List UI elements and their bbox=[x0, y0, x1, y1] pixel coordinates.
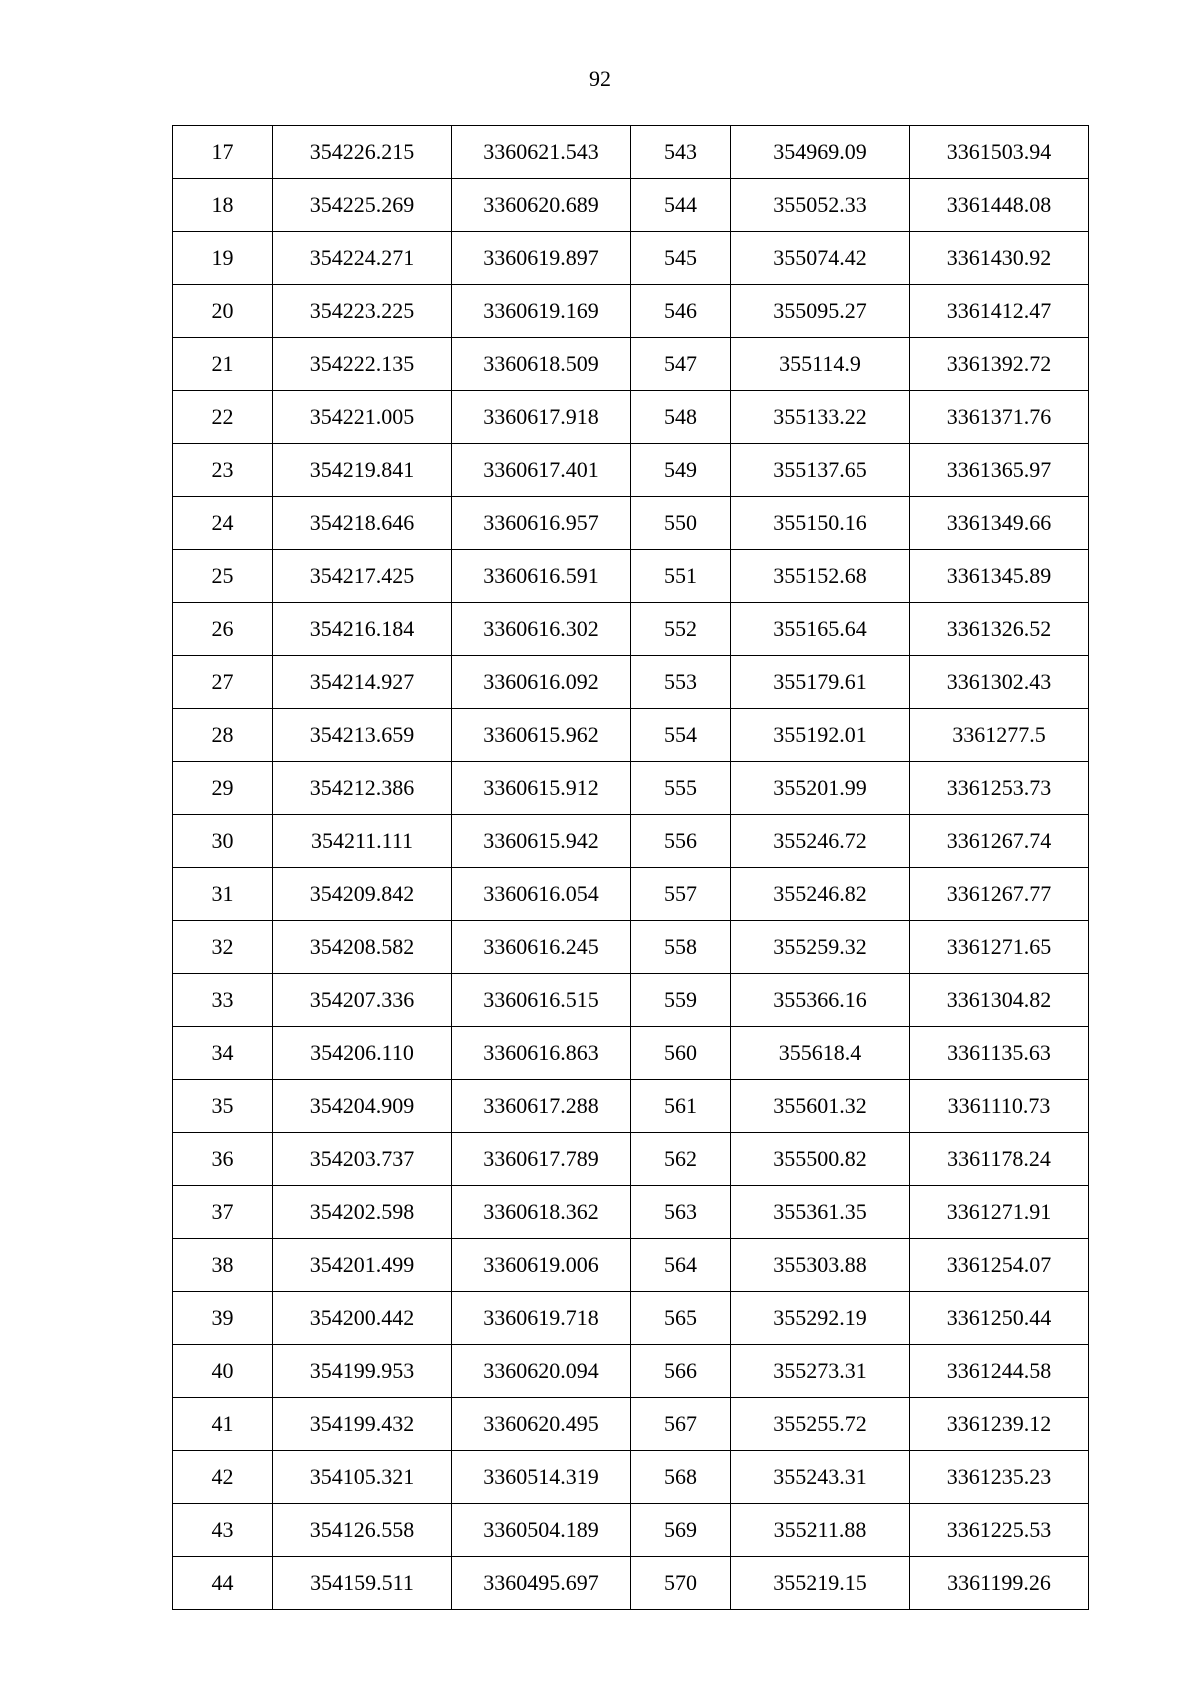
cell-point-id-left: 28 bbox=[173, 709, 273, 762]
table-row bbox=[173, 391, 1089, 444]
cell-x-coord-left: 354202.598 bbox=[273, 1186, 452, 1239]
cell-point-id-left: 19 bbox=[173, 232, 273, 285]
cell-point-id-right: 546 bbox=[631, 285, 731, 338]
cell-y-coord-right: 3361253.73 bbox=[910, 762, 1089, 815]
cell-y-coord-left: 3360616.092 bbox=[452, 656, 631, 709]
cell-point-id-left: 18 bbox=[173, 179, 273, 232]
cell-y-coord-left: 3360495.697 bbox=[452, 1557, 631, 1610]
cell-x-coord-right: 355243.31 bbox=[731, 1451, 910, 1504]
cell-x-coord-left: 354105.321 bbox=[273, 1451, 452, 1504]
cell-y-coord-right: 3361448.08 bbox=[910, 179, 1089, 232]
cell-point-id-right: 549 bbox=[631, 444, 731, 497]
cell-point-id-left: 36 bbox=[173, 1133, 273, 1186]
cell-y-coord-right: 3361271.91 bbox=[910, 1186, 1089, 1239]
cell-point-id-right: 550 bbox=[631, 497, 731, 550]
cell-point-id-left: 21 bbox=[173, 338, 273, 391]
page-number: 92 bbox=[589, 66, 611, 91]
cell-y-coord-right: 3361267.74 bbox=[910, 815, 1089, 868]
cell-x-coord-left: 354211.111 bbox=[273, 815, 452, 868]
cell-x-coord-left: 354199.432 bbox=[273, 1398, 452, 1451]
cell-x-coord-left: 354199.953 bbox=[273, 1345, 452, 1398]
cell-x-coord-right: 355095.27 bbox=[731, 285, 910, 338]
cell-point-id-right: 561 bbox=[631, 1080, 731, 1133]
cell-point-id-right: 568 bbox=[631, 1451, 731, 1504]
table-row bbox=[173, 1398, 1089, 1451]
cell-point-id-right: 563 bbox=[631, 1186, 731, 1239]
table-row bbox=[173, 338, 1089, 391]
cell-point-id-right: 556 bbox=[631, 815, 731, 868]
cell-point-id-right: 547 bbox=[631, 338, 731, 391]
cell-y-coord-left: 3360615.942 bbox=[452, 815, 631, 868]
cell-x-coord-right: 355255.72 bbox=[731, 1398, 910, 1451]
table-row bbox=[173, 868, 1089, 921]
table-row bbox=[173, 603, 1089, 656]
cell-y-coord-right: 3361277.5 bbox=[910, 709, 1089, 762]
table-row bbox=[173, 1080, 1089, 1133]
table-row bbox=[173, 1557, 1089, 1610]
cell-point-id-right: 564 bbox=[631, 1239, 731, 1292]
cell-point-id-left: 20 bbox=[173, 285, 273, 338]
cell-y-coord-right: 3361267.77 bbox=[910, 868, 1089, 921]
cell-y-coord-left: 3360619.169 bbox=[452, 285, 631, 338]
cell-y-coord-left: 3360616.054 bbox=[452, 868, 631, 921]
cell-y-coord-left: 3360619.897 bbox=[452, 232, 631, 285]
cell-point-id-right: 544 bbox=[631, 179, 731, 232]
cell-x-coord-left: 354221.005 bbox=[273, 391, 452, 444]
cell-point-id-left: 41 bbox=[173, 1398, 273, 1451]
cell-x-coord-right: 355361.35 bbox=[731, 1186, 910, 1239]
cell-point-id-left: 38 bbox=[173, 1239, 273, 1292]
table-row bbox=[173, 1292, 1089, 1345]
cell-y-coord-right: 3361250.44 bbox=[910, 1292, 1089, 1345]
cell-x-coord-left: 354159.511 bbox=[273, 1557, 452, 1610]
table-row bbox=[173, 179, 1089, 232]
table-row bbox=[173, 762, 1089, 815]
cell-x-coord-right: 355137.65 bbox=[731, 444, 910, 497]
cell-y-coord-right: 3361178.24 bbox=[910, 1133, 1089, 1186]
cell-point-id-left: 25 bbox=[173, 550, 273, 603]
cell-point-id-right: 569 bbox=[631, 1504, 731, 1557]
cell-y-coord-left: 3360616.957 bbox=[452, 497, 631, 550]
cell-y-coord-right: 3361135.63 bbox=[910, 1027, 1089, 1080]
cell-x-coord-right: 355150.16 bbox=[731, 497, 910, 550]
cell-x-coord-left: 354222.135 bbox=[273, 338, 452, 391]
cell-y-coord-right: 3361412.47 bbox=[910, 285, 1089, 338]
cell-point-id-right: 551 bbox=[631, 550, 731, 603]
cell-point-id-left: 32 bbox=[173, 921, 273, 974]
cell-point-id-right: 543 bbox=[631, 126, 731, 179]
cell-x-coord-right: 355052.33 bbox=[731, 179, 910, 232]
cell-y-coord-left: 3360514.319 bbox=[452, 1451, 631, 1504]
cell-point-id-right: 548 bbox=[631, 391, 731, 444]
cell-x-coord-left: 354126.558 bbox=[273, 1504, 452, 1557]
cell-point-id-left: 29 bbox=[173, 762, 273, 815]
cell-y-coord-left: 3360620.094 bbox=[452, 1345, 631, 1398]
table-row bbox=[173, 709, 1089, 762]
table-row bbox=[173, 285, 1089, 338]
cell-point-id-left: 27 bbox=[173, 656, 273, 709]
table-row bbox=[173, 1239, 1089, 1292]
cell-point-id-right: 557 bbox=[631, 868, 731, 921]
cell-x-coord-right: 355601.32 bbox=[731, 1080, 910, 1133]
cell-point-id-right: 545 bbox=[631, 232, 731, 285]
cell-y-coord-left: 3360619.006 bbox=[452, 1239, 631, 1292]
cell-x-coord-left: 354224.271 bbox=[273, 232, 452, 285]
cell-point-id-left: 31 bbox=[173, 868, 273, 921]
cell-y-coord-left: 3360618.509 bbox=[452, 338, 631, 391]
cell-x-coord-right: 355246.72 bbox=[731, 815, 910, 868]
cell-point-id-left: 37 bbox=[173, 1186, 273, 1239]
cell-y-coord-right: 3361392.72 bbox=[910, 338, 1089, 391]
cell-point-id-left: 26 bbox=[173, 603, 273, 656]
table-row bbox=[173, 497, 1089, 550]
cell-point-id-left: 39 bbox=[173, 1292, 273, 1345]
table-row bbox=[173, 1451, 1089, 1504]
cell-point-id-right: 559 bbox=[631, 974, 731, 1027]
cell-x-coord-right: 355273.31 bbox=[731, 1345, 910, 1398]
cell-point-id-right: 566 bbox=[631, 1345, 731, 1398]
cell-y-coord-right: 3361244.58 bbox=[910, 1345, 1089, 1398]
cell-y-coord-left: 3360617.918 bbox=[452, 391, 631, 444]
cell-x-coord-right: 355133.22 bbox=[731, 391, 910, 444]
cell-x-coord-left: 354207.336 bbox=[273, 974, 452, 1027]
cell-x-coord-right: 355246.82 bbox=[731, 868, 910, 921]
cell-x-coord-left: 354219.841 bbox=[273, 444, 452, 497]
cell-point-id-right: 565 bbox=[631, 1292, 731, 1345]
cell-y-coord-right: 3361235.23 bbox=[910, 1451, 1089, 1504]
cell-x-coord-left: 354213.659 bbox=[273, 709, 452, 762]
cell-point-id-left: 40 bbox=[173, 1345, 273, 1398]
cell-point-id-right: 567 bbox=[631, 1398, 731, 1451]
cell-x-coord-left: 354223.225 bbox=[273, 285, 452, 338]
cell-y-coord-left: 3360620.689 bbox=[452, 179, 631, 232]
cell-y-coord-right: 3361199.26 bbox=[910, 1557, 1089, 1610]
cell-y-coord-right: 3361326.52 bbox=[910, 603, 1089, 656]
cell-point-id-right: 555 bbox=[631, 762, 731, 815]
cell-y-coord-right: 3361503.94 bbox=[910, 126, 1089, 179]
cell-point-id-right: 554 bbox=[631, 709, 731, 762]
table-row bbox=[173, 974, 1089, 1027]
cell-x-coord-right: 355292.19 bbox=[731, 1292, 910, 1345]
cell-y-coord-left: 3360616.591 bbox=[452, 550, 631, 603]
cell-point-id-right: 558 bbox=[631, 921, 731, 974]
cell-y-coord-left: 3360617.288 bbox=[452, 1080, 631, 1133]
cell-x-coord-right: 355366.16 bbox=[731, 974, 910, 1027]
cell-x-coord-right: 355219.15 bbox=[731, 1557, 910, 1610]
cell-y-coord-left: 3360616.245 bbox=[452, 921, 631, 974]
table-row bbox=[173, 1133, 1089, 1186]
cell-point-id-left: 17 bbox=[173, 126, 273, 179]
cell-point-id-left: 42 bbox=[173, 1451, 273, 1504]
cell-point-id-right: 560 bbox=[631, 1027, 731, 1080]
cell-point-id-right: 570 bbox=[631, 1557, 731, 1610]
cell-y-coord-left: 3360617.789 bbox=[452, 1133, 631, 1186]
cell-x-coord-left: 354214.927 bbox=[273, 656, 452, 709]
table-row bbox=[173, 815, 1089, 868]
cell-x-coord-left: 354218.646 bbox=[273, 497, 452, 550]
coordinate-table bbox=[172, 125, 1089, 1610]
table-row bbox=[173, 656, 1089, 709]
cell-x-coord-right: 355152.68 bbox=[731, 550, 910, 603]
cell-x-coord-right: 355211.88 bbox=[731, 1504, 910, 1557]
table-row bbox=[173, 1504, 1089, 1557]
cell-x-coord-left: 354216.184 bbox=[273, 603, 452, 656]
cell-y-coord-left: 3360615.962 bbox=[452, 709, 631, 762]
cell-y-coord-right: 3361239.12 bbox=[910, 1398, 1089, 1451]
cell-x-coord-left: 354226.215 bbox=[273, 126, 452, 179]
cell-y-coord-left: 3360621.543 bbox=[452, 126, 631, 179]
cell-x-coord-left: 354204.909 bbox=[273, 1080, 452, 1133]
cell-x-coord-right: 355500.82 bbox=[731, 1133, 910, 1186]
cell-y-coord-right: 3361349.66 bbox=[910, 497, 1089, 550]
table-row bbox=[173, 232, 1089, 285]
cell-y-coord-right: 3361430.92 bbox=[910, 232, 1089, 285]
cell-x-coord-left: 354225.269 bbox=[273, 179, 452, 232]
cell-point-id-left: 22 bbox=[173, 391, 273, 444]
cell-x-coord-left: 354201.499 bbox=[273, 1239, 452, 1292]
cell-x-coord-right: 355114.9 bbox=[731, 338, 910, 391]
cell-point-id-left: 43 bbox=[173, 1504, 273, 1557]
cell-point-id-left: 35 bbox=[173, 1080, 273, 1133]
cell-point-id-right: 552 bbox=[631, 603, 731, 656]
cell-y-coord-left: 3360617.401 bbox=[452, 444, 631, 497]
cell-x-coord-left: 354200.442 bbox=[273, 1292, 452, 1345]
cell-y-coord-left: 3360620.495 bbox=[452, 1398, 631, 1451]
cell-y-coord-left: 3360616.863 bbox=[452, 1027, 631, 1080]
cell-y-coord-right: 3361254.07 bbox=[910, 1239, 1089, 1292]
cell-point-id-left: 34 bbox=[173, 1027, 273, 1080]
coordinate-table-body bbox=[173, 126, 1089, 1610]
cell-y-coord-right: 3361365.97 bbox=[910, 444, 1089, 497]
cell-y-coord-right: 3361225.53 bbox=[910, 1504, 1089, 1557]
cell-x-coord-right: 355074.42 bbox=[731, 232, 910, 285]
cell-y-coord-left: 3360615.912 bbox=[452, 762, 631, 815]
cell-x-coord-right: 355179.61 bbox=[731, 656, 910, 709]
cell-y-coord-left: 3360618.362 bbox=[452, 1186, 631, 1239]
cell-point-id-right: 553 bbox=[631, 656, 731, 709]
cell-x-coord-right: 355618.4 bbox=[731, 1027, 910, 1080]
table-row bbox=[173, 1345, 1089, 1398]
cell-y-coord-right: 3361271.65 bbox=[910, 921, 1089, 974]
cell-point-id-left: 30 bbox=[173, 815, 273, 868]
table-row bbox=[173, 550, 1089, 603]
cell-point-id-left: 24 bbox=[173, 497, 273, 550]
cell-x-coord-right: 355192.01 bbox=[731, 709, 910, 762]
cell-x-coord-right: 355201.99 bbox=[731, 762, 910, 815]
cell-y-coord-right: 3361302.43 bbox=[910, 656, 1089, 709]
cell-x-coord-right: 355165.64 bbox=[731, 603, 910, 656]
cell-y-coord-left: 3360616.515 bbox=[452, 974, 631, 1027]
cell-y-coord-right: 3361304.82 bbox=[910, 974, 1089, 1027]
cell-y-coord-left: 3360619.718 bbox=[452, 1292, 631, 1345]
cell-x-coord-left: 354212.386 bbox=[273, 762, 452, 815]
cell-x-coord-left: 354203.737 bbox=[273, 1133, 452, 1186]
cell-point-id-left: 33 bbox=[173, 974, 273, 1027]
cell-point-id-left: 44 bbox=[173, 1557, 273, 1610]
cell-x-coord-left: 354208.582 bbox=[273, 921, 452, 974]
table-row bbox=[173, 1027, 1089, 1080]
cell-y-coord-right: 3361110.73 bbox=[910, 1080, 1089, 1133]
table-row bbox=[173, 921, 1089, 974]
cell-point-id-left: 23 bbox=[173, 444, 273, 497]
table-row bbox=[173, 126, 1089, 179]
table-row bbox=[173, 444, 1089, 497]
cell-y-coord-right: 3361371.76 bbox=[910, 391, 1089, 444]
cell-x-coord-left: 354206.110 bbox=[273, 1027, 452, 1080]
cell-x-coord-left: 354209.842 bbox=[273, 868, 452, 921]
cell-x-coord-right: 354969.09 bbox=[731, 126, 910, 179]
cell-x-coord-right: 355303.88 bbox=[731, 1239, 910, 1292]
cell-y-coord-left: 3360504.189 bbox=[452, 1504, 631, 1557]
table-row bbox=[173, 1186, 1089, 1239]
cell-y-coord-left: 3360616.302 bbox=[452, 603, 631, 656]
cell-y-coord-right: 3361345.89 bbox=[910, 550, 1089, 603]
cell-x-coord-right: 355259.32 bbox=[731, 921, 910, 974]
cell-point-id-right: 562 bbox=[631, 1133, 731, 1186]
cell-x-coord-left: 354217.425 bbox=[273, 550, 452, 603]
